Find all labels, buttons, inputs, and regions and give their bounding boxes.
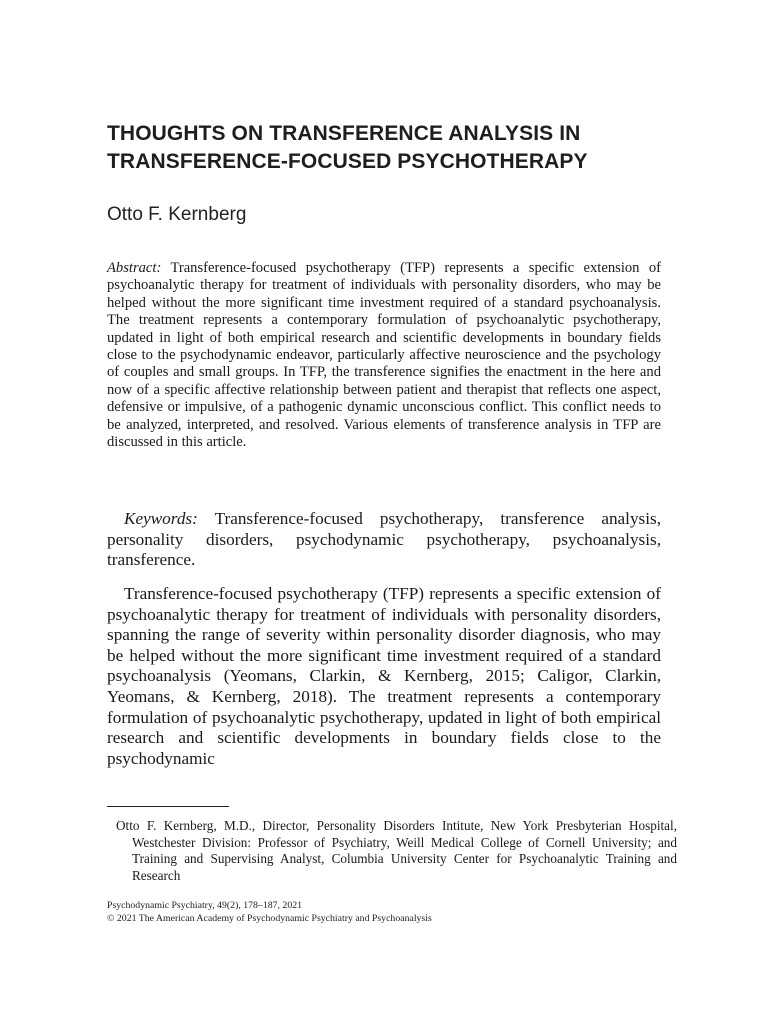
author-footnote: Otto F. Kernberg, M.D., Director, Personality Disorders Intitute, New York Presbyterian Hospital, Westchester Division: Professor of Psychiatry, Weill Medical College of Cornell University; and Training and Supervising Analyst, Columbia University Center for Psychoanalytic Training and Research bbox=[116, 818, 677, 883]
journal-copyright: © 2021 The American Academy of Psychodynamic Psychiatry and Psychoanalysis bbox=[107, 912, 432, 924]
article-title-line-1: THOUGHTS ON TRANSFERENCE ANALYSIS IN bbox=[107, 122, 581, 145]
footnote-divider bbox=[107, 806, 229, 807]
article-author: Otto F. Kernberg bbox=[107, 204, 247, 225]
article-title-line-2: TRANSFERENCE-FOCUSED PSYCHOTHERAPY bbox=[107, 150, 588, 173]
keywords-label: Keywords: bbox=[124, 509, 198, 528]
keywords bbox=[107, 509, 661, 571]
abstract-text: Transference-focused psychotherapy (TFP) represents a specific extension of psychoanalytic therapy for treatment of individuals with personality disorders, who may be helped without the more significant time investment required of a standard psychoanalysis. The treatment represents a contemporary formulation of psychoanalytic psychotherapy, updated in light of both empirical research and scientific developments in boundary fields close to the psychodynamic endeavor, particularly affective neuroscience and the psychology of couples and small groups. In TFP, the transference signifies the enactment in the here and now of a specific affective relationship between patient and therapist that reflects one aspect, defensive or impulsive, of a pathogenic dynamic unconscious conflict. This conflict needs to be analyzed, interpreted, and resolved. Various elements of transference analysis in TFP are discussed in this article. bbox=[107, 260, 661, 451]
keywords-text: Transference-focused psychotherapy, transference analysis, personality disorders, psychodynamic psychotherapy, psychoanalysis, transference. bbox=[107, 509, 661, 570]
journal-info bbox=[107, 900, 661, 925]
abstract bbox=[107, 260, 661, 451]
abstract-label: Abstract: bbox=[107, 260, 162, 276]
journal-citation: Psychodynamic Psychiatry, 49(2), 178–187, 2021 bbox=[107, 900, 303, 911]
body-paragraph: Transference-focused psychotherapy (TFP) represents a specific extension of psychoanalytic therapy for treatment of individuals with personality disorders, spanning the range of severity within personality disorder diagnosis, who may be helped without the more significant time investment required of a standard psychoanalysis (Yeomans, Clarkin, & Kernberg, 2015; Caligor, Clarkin, Yeomans, & Kernberg, 2018). The treatment represents a contemporary formulation of psychoanalytic psychotherapy, updated in light of both empirical research and scientific developments in boundary fields close to the psychodynamic bbox=[107, 584, 661, 768]
article-title bbox=[107, 120, 661, 176]
article-page bbox=[107, 0, 677, 1024]
